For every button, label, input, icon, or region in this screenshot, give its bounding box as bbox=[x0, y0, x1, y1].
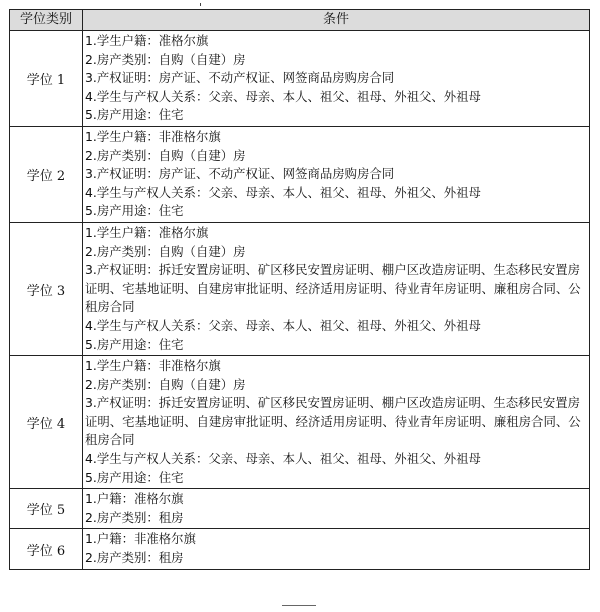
enrollment-conditions-table-wrapper bbox=[9, 9, 589, 570]
table-row bbox=[10, 126, 590, 222]
condition-line: 2.房产类别：自购（自建）房 bbox=[85, 243, 246, 259]
condition-line: 2.房产类别：自购（自建）房 bbox=[85, 147, 246, 163]
condition-line: 4.学生与产权人关系：父亲、母亲、本人、祖父、祖母、外祖父、外祖母 bbox=[85, 184, 481, 200]
row-category: 学位 1 bbox=[10, 31, 83, 127]
condition-line: 3.产权证明：房产证、不动产权证、网签商品房购房合同 bbox=[85, 166, 395, 182]
condition-line: 5.房产用途：住宅 bbox=[85, 469, 184, 485]
enrollment-conditions-table bbox=[9, 9, 590, 570]
condition-line: 4.学生与产权人关系：父亲、母亲、本人、祖父、祖母、外祖父、外祖母 bbox=[85, 88, 481, 104]
row-category: 学位 6 bbox=[10, 529, 83, 569]
table-header-row bbox=[10, 10, 590, 31]
condition-line: 1.学生户籍：准格尔旗 bbox=[85, 224, 209, 240]
condition-line: 5.房产用途：住宅 bbox=[85, 107, 184, 123]
table-row bbox=[10, 31, 590, 127]
condition-line: 1.户籍：准格尔旗 bbox=[85, 491, 184, 507]
condition-line: 2.房产类别：自购（自建）房 bbox=[85, 376, 246, 392]
condition-line: 5.房产用途：住宅 bbox=[85, 336, 184, 352]
top-tick-mark bbox=[200, 3, 201, 6]
header-conditions: 条件 bbox=[83, 10, 590, 31]
condition-line: 4.学生与产权人关系：父亲、母亲、本人、祖父、祖母、外祖父、外祖母 bbox=[85, 317, 481, 333]
condition-line: 1.学生户籍：非准格尔旗 bbox=[85, 358, 221, 374]
table-row bbox=[10, 529, 590, 569]
row-category: 学位 4 bbox=[10, 356, 83, 489]
condition-line: 2.房产类别：自购（自建）房 bbox=[85, 51, 246, 67]
row-conditions bbox=[83, 31, 590, 127]
row-conditions bbox=[83, 529, 590, 569]
condition-line: 1.学生户籍：非准格尔旗 bbox=[85, 128, 221, 144]
row-conditions bbox=[83, 126, 590, 222]
condition-line: 3.产权证明：房产证、不动产权证、网签商品房购房合同 bbox=[85, 70, 395, 86]
condition-line: 1.户籍：非准格尔旗 bbox=[85, 531, 196, 547]
table-row bbox=[10, 356, 590, 489]
condition-line: 5.房产用途：住宅 bbox=[85, 203, 184, 219]
row-conditions bbox=[83, 356, 590, 489]
bottom-edge-mark bbox=[282, 605, 316, 606]
condition-line: 3.产权证明：拆迁安置房证明、矿区移民安置房证明、棚户区改造房证明、生态移民安置房证明、宅基地证明、自建房审批证明、经济适用房证明、待业青年房证明、廉租房合同、公租房合同 bbox=[85, 262, 581, 315]
row-conditions bbox=[83, 222, 590, 355]
condition-line: 2.房产类别：租房 bbox=[85, 509, 184, 525]
condition-line: 3.产权证明：拆迁安置房证明、矿区移民安置房证明、棚户区改造房证明、生态移民安置房证明、宅基地证明、自建房审批证明、经济适用房证明、待业青年房证明、廉租房合同、公租房合同 bbox=[85, 395, 581, 448]
condition-line: 2.房产类别：租房 bbox=[85, 550, 184, 566]
row-category: 学位 2 bbox=[10, 126, 83, 222]
table-row bbox=[10, 489, 590, 529]
condition-line: 4.学生与产权人关系：父亲、母亲、本人、祖父、祖母、外祖父、外祖母 bbox=[85, 451, 481, 467]
header-category: 学位类别 bbox=[10, 10, 83, 31]
condition-line: 1.学生户籍：准格尔旗 bbox=[85, 33, 209, 48]
row-category: 学位 3 bbox=[10, 222, 83, 355]
row-conditions bbox=[83, 489, 590, 529]
row-category: 学位 5 bbox=[10, 489, 83, 529]
table-row bbox=[10, 222, 590, 355]
